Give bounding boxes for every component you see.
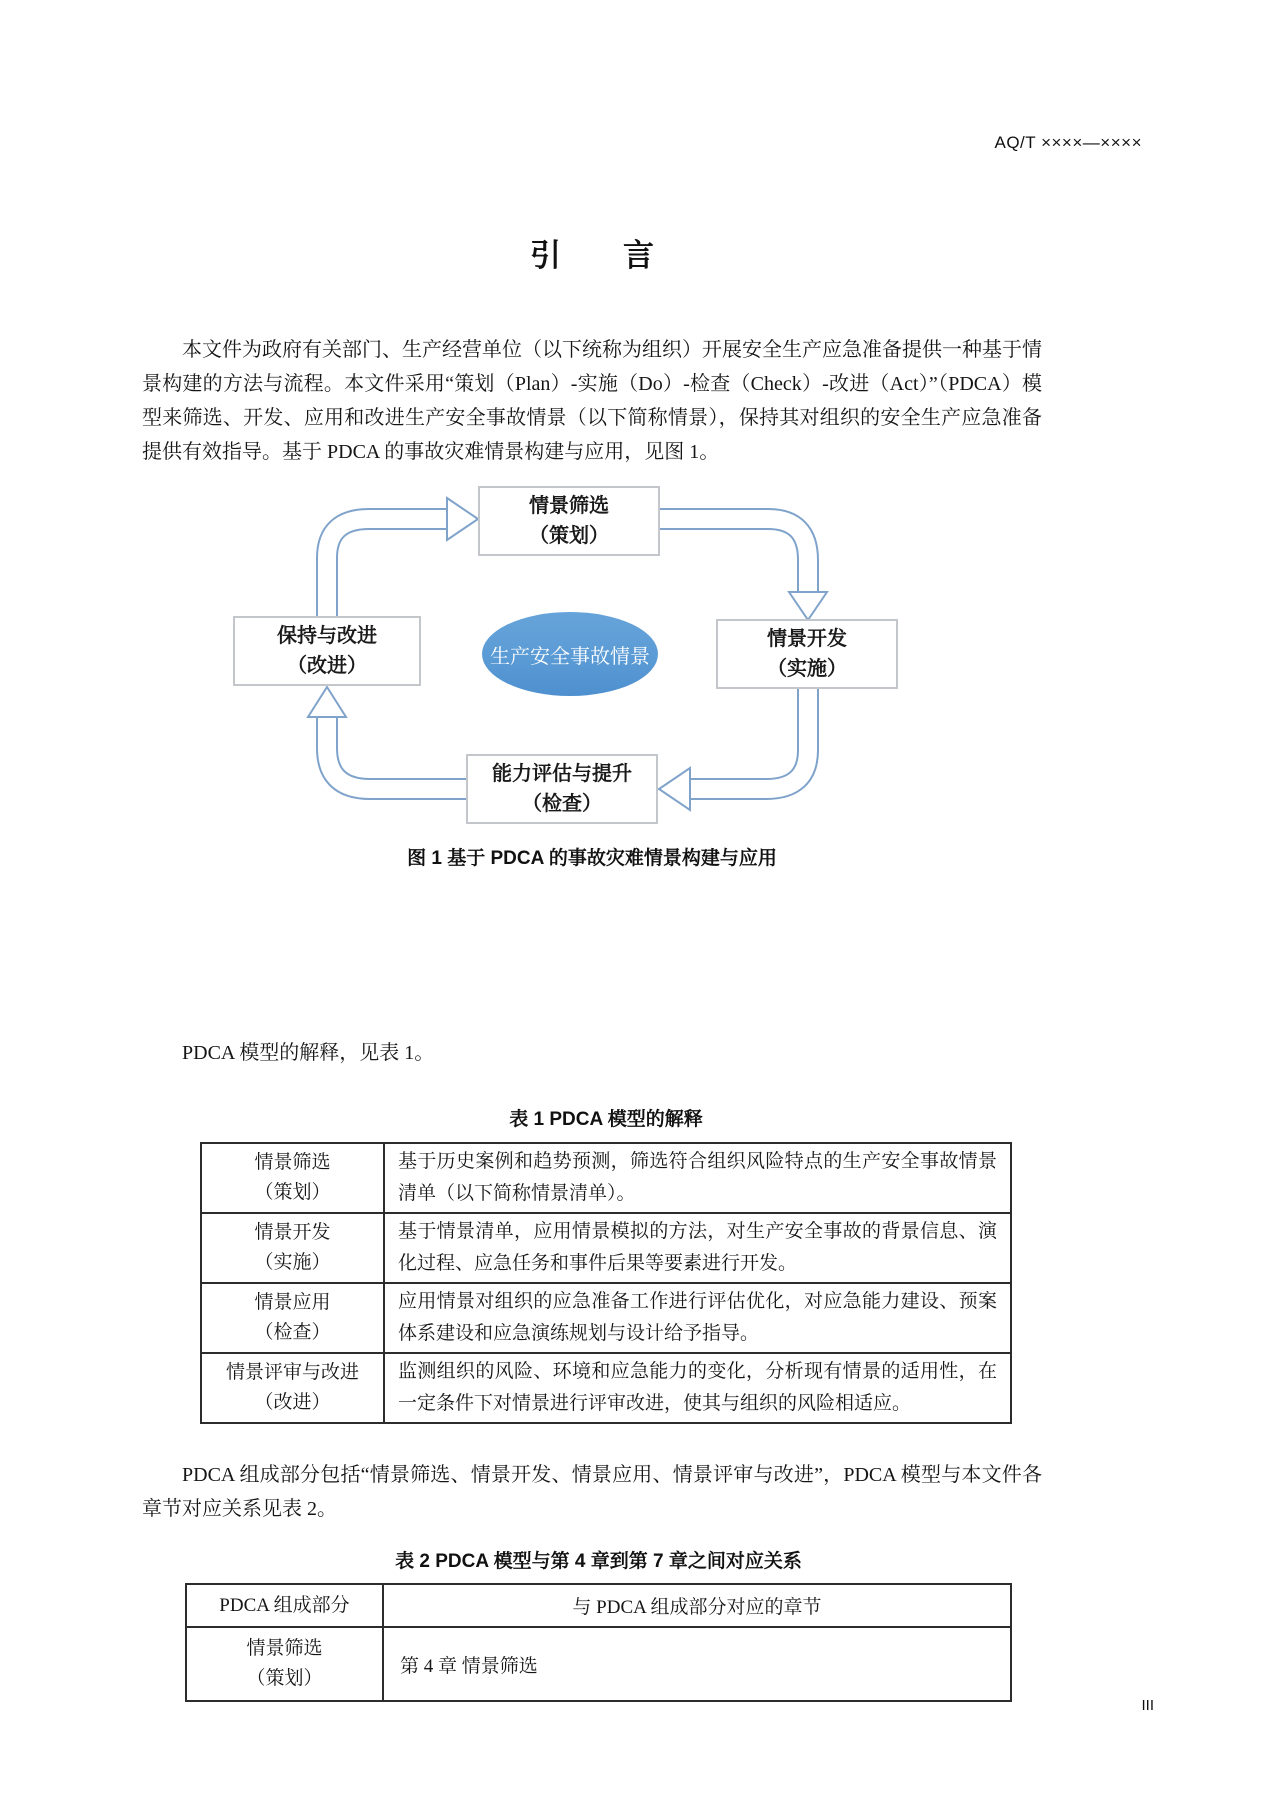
node-capability-evaluation <box>466 754 658 824</box>
table-row <box>201 1213 1011 1283</box>
node-label-line: 保持与改进 <box>277 625 377 647</box>
table-2-header-row <box>186 1584 1011 1627</box>
arrow-plan-to-do <box>652 519 827 620</box>
table-row <box>201 1143 1011 1213</box>
node-label-line: 能力评估与提升 <box>492 763 632 785</box>
arrow-do-to-check <box>659 683 808 810</box>
desc-cell: 监测组织的风险、环境和应急能力的变化，分析现有情景的适用性，在一定条件下对情景进行评审改进，使其与组织的风险相适应。 <box>384 1353 1011 1423</box>
node-label-line: （检查） <box>522 793 602 815</box>
table-row <box>186 1627 1011 1701</box>
table-row <box>201 1353 1011 1423</box>
table-2-title: 表 2 PDCA 模型与第 4 章到第 7 章之间对应关系 <box>395 1551 802 1572</box>
table-2 <box>185 1583 1012 1702</box>
node-label-line: 情景筛选 <box>529 495 609 517</box>
table1-intro-paragraph: PDCA 模型的解释，见表 1。 <box>182 1042 435 1064</box>
term-cell: 情景筛选 （策划） <box>201 1143 384 1213</box>
desc-cell: 基于历史案例和趋势预测，筛选符合组织风险特点的生产安全事故情景清单（以下简称情景清单）。 <box>384 1143 1011 1213</box>
figure-1-diagram <box>0 480 1280 832</box>
pdca-composition-paragraph: PDCA 组成部分包括“情景筛选、情景开发、情景应用、情景评审与改进”，PDCA 模型与本文件各章节对应关系见表 2。 <box>142 1464 1042 1520</box>
intro-paragraph: 本文件为政府有关部门、生产经营单位（以下统称为组织）开展安全生产应急准备提供一种基于情景构建的方法与流程。本文件采用“策划（Plan）-实施（Do）-检查（Check）-改进（Act）”（PDCA）模型来筛选、开发、应用和改进生产安全事故情景（以下简称情景），保持其对组织的安全生产应急准备提供有效指导。基于 PDCA 的事故灾难情景构建与应用，见图 1。 <box>142 339 1042 463</box>
arrow-improve-to-plan <box>327 498 478 625</box>
node-scenario-development <box>716 619 898 689</box>
center-ellipse <box>482 612 658 696</box>
node-label-line: （策划） <box>529 525 609 547</box>
table-1 <box>200 1142 1012 1424</box>
table-2-header-col1: PDCA 组成部分 <box>186 1584 383 1627</box>
node-label-line: 情景开发 <box>767 628 847 650</box>
arrow-check-to-improve <box>308 687 474 789</box>
desc-cell: 基于情景清单，应用情景模拟的方法，对生产安全事故的背景信息、演化过程、应急任务和事件后果等要素进行开发。 <box>384 1213 1011 1283</box>
table-2-header-col2: 与 PDCA 组成部分对应的章节 <box>383 1584 1011 1627</box>
page-title: 引 言 <box>530 238 654 273</box>
node-label-line: （实施） <box>767 658 847 680</box>
node-label-line: （改进） <box>287 655 367 677</box>
term-cell: 情景开发 （实施） <box>201 1213 384 1283</box>
table-1-title: 表 1 PDCA 模型的解释 <box>509 1109 703 1130</box>
term-cell: 情景应用 （检查） <box>201 1283 384 1353</box>
figure-1-caption: 图 1 基于 PDCA 的事故灾难情景构建与应用 <box>407 848 777 869</box>
page-number: III <box>1141 1697 1154 1714</box>
table-row <box>201 1283 1011 1353</box>
term-cell: 情景筛选 （策划） <box>186 1627 383 1701</box>
node-maintain-improve <box>233 616 421 686</box>
chapter-cell: 第 4 章 情景筛选 <box>383 1627 1011 1701</box>
term-cell: 情景评审与改进 （改进） <box>201 1353 384 1423</box>
center-ellipse-label: 生产安全事故情景 <box>490 645 650 668</box>
node-scenario-screening <box>478 486 660 556</box>
standard-number: AQ/T ××××—×××× <box>994 133 1142 152</box>
desc-cell: 应用情景对组织的应急准备工作进行评估优化，对应急能力建设、预案体系建设和应急演练规划与设计给予指导。 <box>384 1283 1011 1353</box>
